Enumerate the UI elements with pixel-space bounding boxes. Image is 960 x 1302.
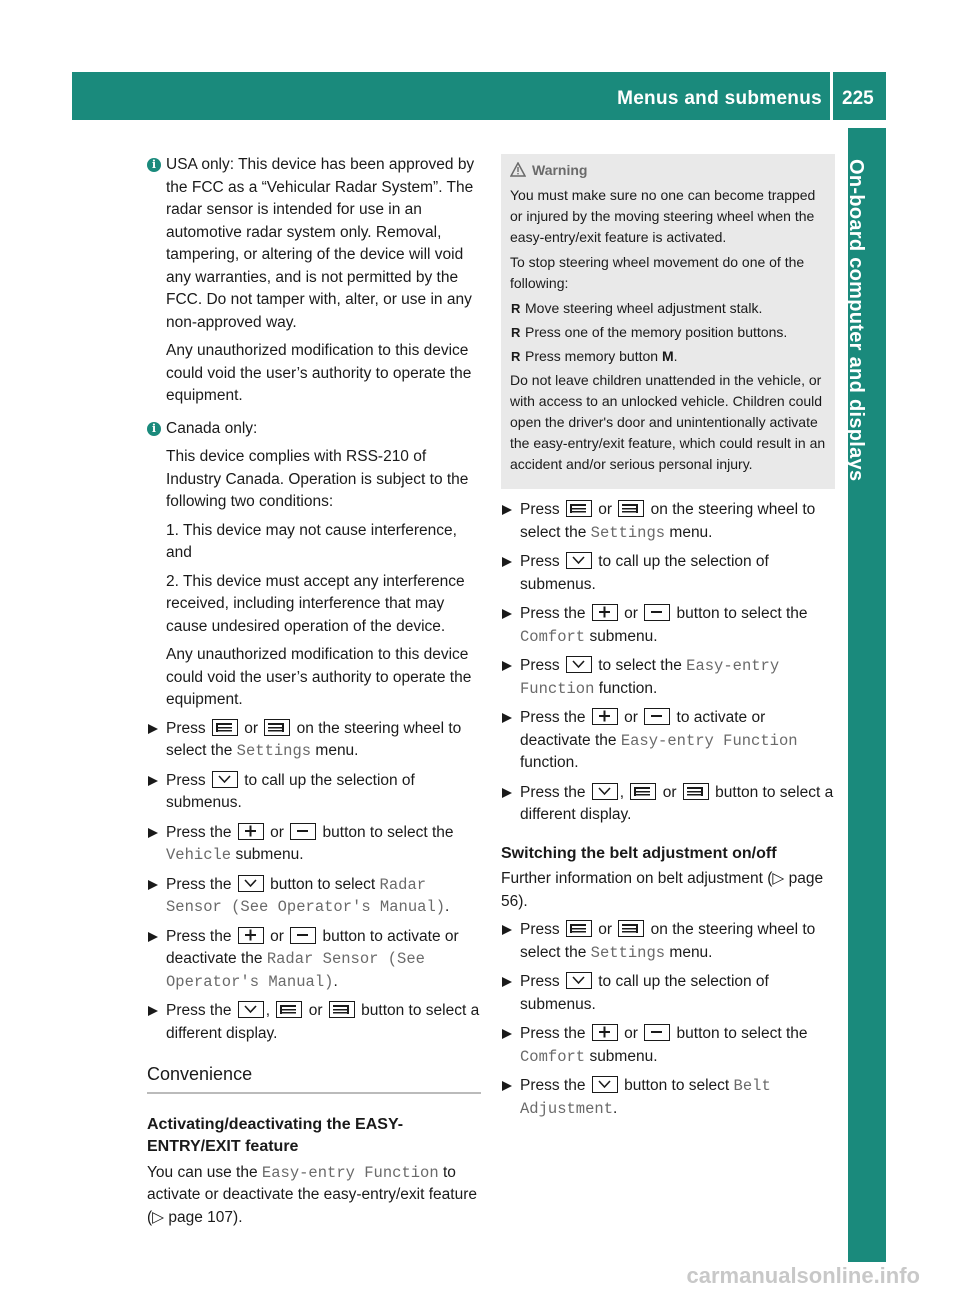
plus-key-icon xyxy=(592,1024,618,1041)
minus-key-icon xyxy=(290,927,316,944)
step: Press or on the steering wheel to select the Settings menu. xyxy=(147,718,481,763)
page-title: Menus and submenus xyxy=(617,88,822,109)
plus-key-icon xyxy=(238,823,264,840)
step: Press to select the Easy-entry Function function. xyxy=(501,655,835,700)
display-text: Comfort xyxy=(520,1047,586,1066)
step-arrow-icon xyxy=(148,1006,158,1016)
plus-key-icon xyxy=(592,604,618,621)
warning-box xyxy=(501,154,835,489)
down-key-icon xyxy=(592,1076,618,1093)
left-column xyxy=(147,154,481,1229)
down-key-icon xyxy=(566,656,592,673)
display-text: Easy-entry Function xyxy=(620,731,798,750)
info-text: 1. This device may not cause interference, and xyxy=(166,521,457,561)
watermark: carmanualsonline.info xyxy=(686,1263,920,1288)
step: Press the or button to select the Vehicle submenu. xyxy=(147,822,481,867)
warning-bullet: R Press one of the memory position buttons. xyxy=(511,324,788,340)
info-text: USA only: This device has been approved by the FCC as a “Vehicular Radar System”. The radar sensor is intended for use in an automotive radar system only. Removal, tampering, or altering of the device will void any warranties, and is not permitted by the FCC. Do not tamper with, alter, or use in any non-approved way. xyxy=(166,156,475,331)
step-arrow-icon xyxy=(502,1029,512,1039)
display-text: Settings xyxy=(236,742,312,760)
step: Press or on the steering wheel to select the Settings menu. xyxy=(501,499,835,544)
menu-forward-key-icon xyxy=(618,500,644,517)
step: Press the or button to select the Comfort submenu. xyxy=(501,1023,835,1068)
info-text: This device complies with RSS-210 of Industry Canada. Operation is subject to the following two conditions: xyxy=(166,448,469,510)
warning-title: Warning xyxy=(510,160,827,181)
menu-back-key-icon xyxy=(566,500,592,517)
menu-forward-key-icon xyxy=(264,719,290,736)
info-title: Canada only: xyxy=(166,419,258,437)
step-arrow-icon xyxy=(148,828,158,838)
minus-key-icon xyxy=(290,823,316,840)
step-arrow-icon xyxy=(148,724,158,734)
step-arrow-icon xyxy=(502,788,512,798)
display-text: Vehicle xyxy=(166,846,232,864)
menu-back-key-icon xyxy=(630,783,656,800)
menu-forward-key-icon xyxy=(329,1001,355,1018)
display-text: Radar Sensor (See Operator's Manual) xyxy=(166,875,446,916)
step: Press the button to select Belt Adjustment. xyxy=(501,1075,835,1120)
info-text: Any unauthorized modification to this device could void the user’s authority to operate the equipment. xyxy=(166,342,472,404)
info-text: 2. This device must accept any interference received, including interference that may cause undesired operation of the device. xyxy=(166,572,465,635)
step: Press to call up the selection of submenus. xyxy=(501,551,835,596)
info-canada xyxy=(147,418,481,712)
down-key-icon xyxy=(238,1001,264,1018)
step: Press the or button to select the Comfort submenu. xyxy=(501,603,835,648)
step: Press to call up the selection of submenus. xyxy=(501,971,835,1016)
step: Press the button to select Radar Sensor (See Operator's Manual). xyxy=(147,874,481,919)
step-arrow-icon xyxy=(502,925,512,935)
display-text: Comfort xyxy=(520,627,586,646)
paragraph: You can use the Easy-entry Function to activate or deactivate the easy-entry/exit feature (▷ page 107). xyxy=(147,1163,477,1226)
info-icon: i xyxy=(147,422,161,436)
warning-bullet: R Move steering wheel adjustment stalk. xyxy=(511,300,763,316)
menu-back-key-icon xyxy=(276,1001,302,1018)
display-text: Easy-entry Function xyxy=(261,1163,439,1182)
paragraph: Further information on belt adjustment (▷ page 56). xyxy=(501,870,824,910)
minus-key-icon xyxy=(644,1024,670,1041)
display-text: Belt Adjustment xyxy=(520,1077,771,1118)
minus-key-icon xyxy=(644,604,670,621)
step-arrow-icon xyxy=(502,609,512,619)
warning-triangle-icon xyxy=(510,162,526,177)
header-divider xyxy=(830,72,833,120)
info-icon: i xyxy=(147,158,161,172)
warning-text: Do not leave children unattended in the vehicle, or with access to an unlocked vehicle. Children could open the driver's door and unintentionally activate the easy-entry/exit feature, which could result in an accident and/or serious personal injury. xyxy=(510,372,826,472)
step: Press the or button to activate or deactivate the Radar Sensor (See Operator's Manual). xyxy=(147,926,481,994)
right-column xyxy=(501,154,835,1127)
down-key-icon xyxy=(238,875,264,892)
step: Press the , or button to select a different display. xyxy=(147,1000,481,1045)
menu-back-key-icon xyxy=(212,719,238,736)
plus-key-icon xyxy=(592,708,618,725)
section-title: Convenience xyxy=(147,1063,481,1094)
down-key-icon xyxy=(592,783,618,800)
step: Press the , or button to select a different display. xyxy=(501,782,835,827)
side-tab-marker xyxy=(848,839,886,887)
warning-text: You must make sure no one can become trapped or injured by the moving steering wheel when the easy-entry/exit feature is activated. xyxy=(510,187,816,245)
display-text: Radar Sensor (See Operator's Manual) xyxy=(166,950,425,991)
info-usa xyxy=(147,154,481,408)
step: Press or on the steering wheel to select the Settings menu. xyxy=(501,919,835,964)
step: Press the or to activate or deactivate the Easy-entry Function function. xyxy=(501,707,835,775)
step-arrow-icon xyxy=(148,880,158,890)
subsection-title: Switching the belt adjustment on/off xyxy=(501,844,777,862)
step: Press to call up the selection of submenus. xyxy=(147,770,481,815)
warning-bullet: R Press memory button M. xyxy=(511,348,678,364)
display-text: Settings xyxy=(590,943,666,962)
display-text: Easy-entry Function xyxy=(520,657,780,698)
step-arrow-icon xyxy=(502,557,512,567)
step-arrow-icon xyxy=(502,661,512,671)
menu-forward-key-icon xyxy=(618,920,644,937)
side-tab-label: On-board computer and displays xyxy=(845,159,867,482)
step-arrow-icon xyxy=(502,977,512,987)
subsection-title: Activating/deactivating the EASY-ENTRY/EXIT feature xyxy=(147,1115,404,1155)
down-key-icon xyxy=(566,972,592,989)
step-arrow-icon xyxy=(148,776,158,786)
minus-key-icon xyxy=(644,708,670,725)
warning-text: To stop steering wheel movement do one of the following: xyxy=(510,254,805,291)
info-text: Any unauthorized modification to this device could void the user’s authority to operate the equipment. xyxy=(166,646,472,708)
step-arrow-icon xyxy=(502,505,512,515)
step-arrow-icon xyxy=(148,932,158,942)
step-arrow-icon xyxy=(502,1081,512,1091)
plus-key-icon xyxy=(238,927,264,944)
down-key-icon xyxy=(566,552,592,569)
menu-back-key-icon xyxy=(566,920,592,937)
menu-forward-key-icon xyxy=(683,783,709,800)
page-number: 225 xyxy=(842,88,874,109)
display-text: Settings xyxy=(590,523,666,542)
down-key-icon xyxy=(212,771,238,788)
step-arrow-icon xyxy=(502,713,512,723)
